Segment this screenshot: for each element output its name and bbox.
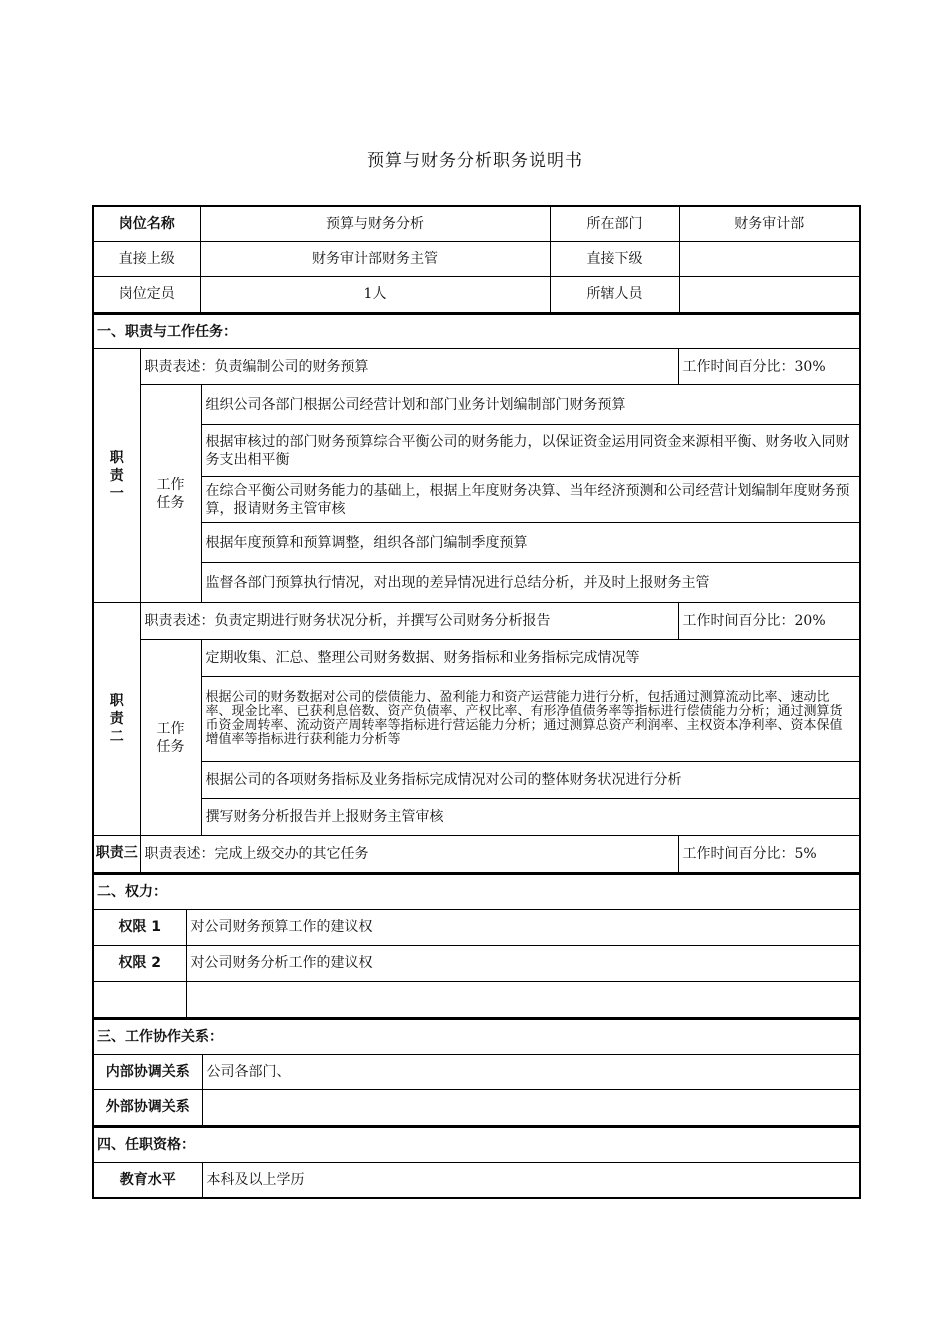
external-relations-value <box>202 1090 860 1126</box>
duty-1-task-4: 根据年度预算和预算调整，组织各部门编制季度预算 <box>201 523 860 563</box>
external-relations-label: 外部协调关系 <box>93 1090 202 1126</box>
position-name-label: 岗位名称 <box>93 206 200 241</box>
section-2-title: 二、权力： <box>93 874 860 909</box>
duty-2-tasks-label: 工作任务 <box>140 640 201 836</box>
duty-2-task-4: 撰写财务分析报告并上报财务主管审核 <box>201 799 860 836</box>
education-label: 教育水平 <box>93 1162 202 1198</box>
qualifications-table <box>92 1127 861 1200</box>
power-1-label: 权限 1 <box>93 909 186 945</box>
superior-label: 直接上级 <box>93 241 200 276</box>
job-description-form <box>92 205 859 1199</box>
duty-3-percent: 工作时间百分比：5% <box>678 836 860 873</box>
managed-value <box>679 276 860 313</box>
headcount-value: 1人 <box>200 276 550 313</box>
position-name-value: 预算与财务分析 <box>200 206 550 241</box>
power-2-label: 权限 2 <box>93 945 186 981</box>
duty-1-task-5: 监督各部门预算执行情况，对出现的差异情况进行总结分析，并及时上报财务主管 <box>201 563 860 603</box>
department-value: 财务审计部 <box>679 206 860 241</box>
duty-1-percent: 工作时间百分比：30% <box>678 349 860 385</box>
duty-3-desc: 职责表述：完成上级交办的其它任务 <box>140 836 678 873</box>
internal-relations-label: 内部协调关系 <box>93 1055 202 1090</box>
powers-table <box>92 874 861 1020</box>
duty-2-label: 职责二 <box>93 603 140 836</box>
duty-2-task-2: 根据公司的财务数据对公司的偿债能力、盈利能力和资产运营能力进行分析，包括通过测算流动比率、速动比率、现金比率、已获利息倍数、资产负债率、产权比率、有形净值债务率等指标进行偿债能力分析；通过测算货币资金周转率、流动资产周转率等指标进行营运能力分析；通过测算总资产利润率、主权资本净利率、资本保值增值率等指标进行获利能力分析等 <box>201 677 860 762</box>
duty-1-task-2: 根据审核过的部门财务预算综合平衡公司的财务能力，以保证资金运用同资金来源相平衡、财务收入同财务支出相平衡 <box>201 425 860 477</box>
duty-1-tasks-label: 工作任务 <box>140 385 201 603</box>
duty-2-task-3: 根据公司的各项财务指标及业务指标完成情况对公司的整体财务状况进行分析 <box>201 762 860 799</box>
duty-2-task-1: 定期收集、汇总、整理公司财务数据、财务指标和业务指标完成情况等 <box>201 640 860 677</box>
duty-1-task-1: 组织公司各部门根据公司经营计划和部门业务计划编制部门财务预算 <box>201 385 860 425</box>
section-4-title: 四、任职资格： <box>93 1127 860 1162</box>
duty-3-label: 职责三 <box>93 836 140 873</box>
managed-label: 所辖人员 <box>550 276 679 313</box>
superior-value: 财务审计部财务主管 <box>200 241 550 276</box>
power-empty-text <box>186 981 860 1018</box>
power-1-text: 对公司财务预算工作的建议权 <box>186 909 860 945</box>
duty-2-percent: 工作时间百分比：20% <box>678 603 860 640</box>
power-2-text: 对公司财务分析工作的建议权 <box>186 945 860 981</box>
headcount-label: 岗位定员 <box>93 276 200 313</box>
subordinate-value <box>679 241 860 276</box>
department-label: 所在部门 <box>550 206 679 241</box>
section-3-title: 三、工作协作关系： <box>93 1020 860 1055</box>
relations-table <box>92 1019 861 1127</box>
duty-1-label: 职责一 <box>93 349 140 603</box>
education-value: 本科及以上学历 <box>202 1162 860 1198</box>
internal-relations-value: 公司各部门、 <box>202 1055 860 1090</box>
section-1-title: 一、职责与工作任务： <box>93 315 860 349</box>
duty-1-task-3: 在综合平衡公司财务能力的基础上，根据上年度财务决算、当年经济预测和公司经营计划编制年度财务预算，报请财务主管审核 <box>201 477 860 523</box>
header-table <box>92 205 861 314</box>
duty-1-desc: 职责表述：负责编制公司的财务预算 <box>140 349 678 385</box>
duty-2-desc: 职责表述：负责定期进行财务状况分析，并撰写公司财务分析报告 <box>140 603 678 640</box>
document-title: 预算与财务分析职务说明书 <box>367 151 583 171</box>
power-empty-label <box>93 981 186 1018</box>
duties-table <box>92 314 861 874</box>
subordinate-label: 直接下级 <box>550 241 679 276</box>
